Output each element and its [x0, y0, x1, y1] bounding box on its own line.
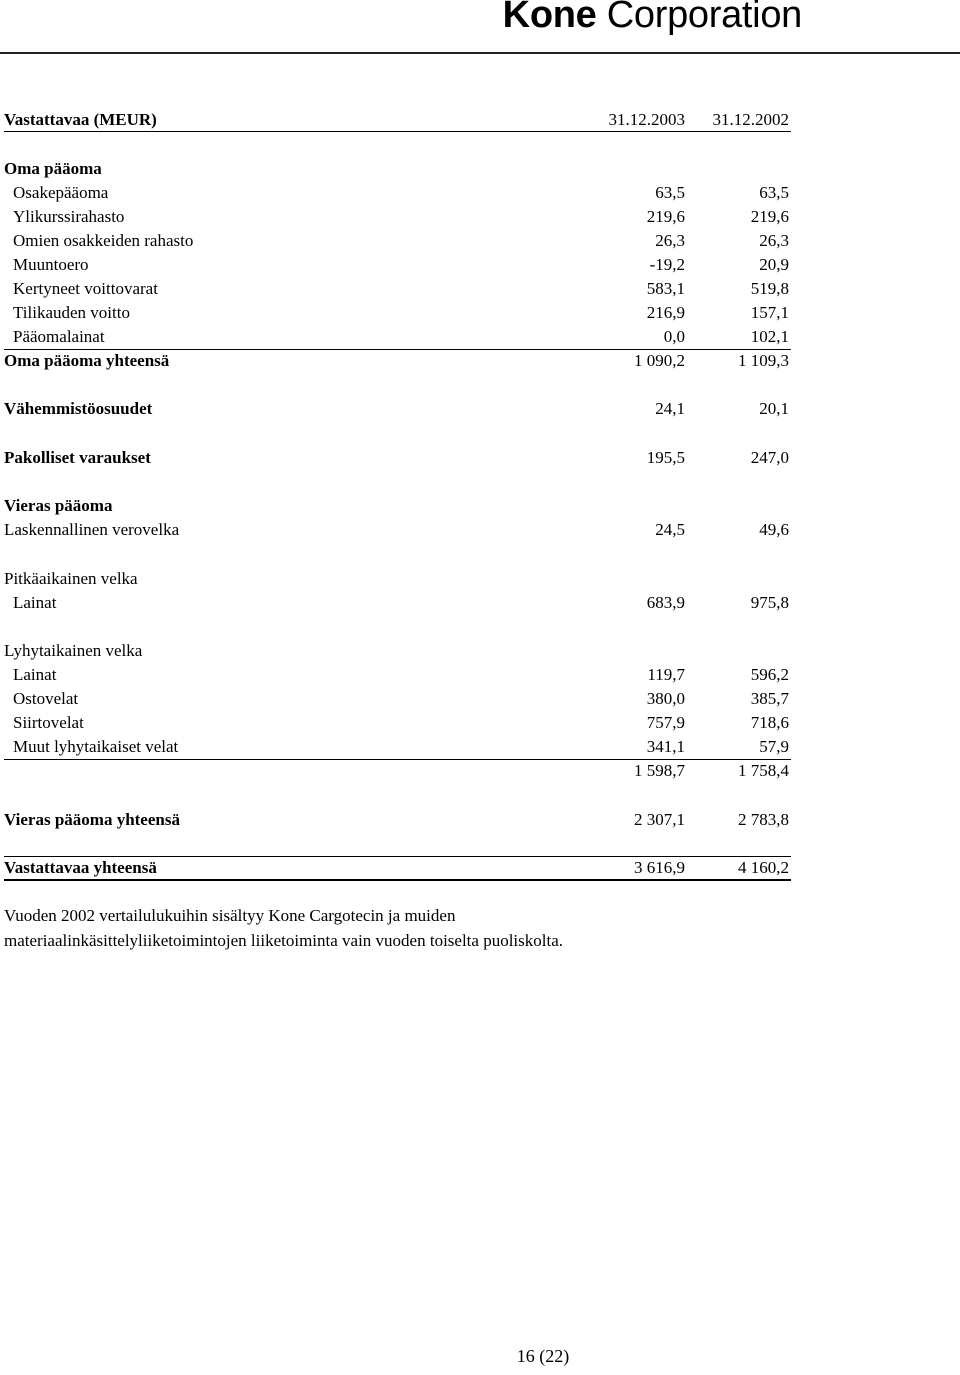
table-row [4, 277, 791, 301]
row-label: Pakolliset varaukset [4, 447, 151, 467]
value-2002: 157,1 [750, 302, 789, 322]
row-label: Oma pääoma yhteensä [4, 350, 170, 370]
table-row [4, 518, 791, 542]
value-2002: 49,6 [759, 520, 789, 539]
table-row [4, 663, 791, 687]
row-label: Muut lyhytaikaiset velat [13, 737, 179, 756]
balance-sheet-table [4, 108, 791, 880]
value-2003: 63,5 [655, 182, 685, 202]
value-2002: 20,9 [759, 254, 789, 274]
row-label: Vieras pääoma yhteensä [4, 809, 180, 829]
value-2003: 24,1 [655, 399, 685, 418]
logo-corporation: Corporation [596, 0, 802, 36]
subsection-heading-long-term [4, 567, 791, 591]
section-heading-label: Oma pääoma [4, 158, 102, 178]
value-2003: 683,9 [646, 592, 685, 612]
value-2002: 219,6 [750, 206, 789, 226]
row-label: Lainat [13, 665, 57, 684]
row-label: Laskennallinen verovelka [4, 520, 180, 539]
value-2003: 1 090,2 [634, 350, 685, 370]
provisions-row [4, 446, 791, 470]
footnote-line-1: Vuoden 2002 vertailulukuihin sisältyy Kone Cargotecin ja muiden [4, 906, 456, 925]
subsection-heading-short-term [4, 639, 791, 663]
table-row [4, 687, 791, 711]
value-2002: 519,8 [750, 278, 789, 298]
grand-total-bottom-rule [4, 879, 791, 881]
value-2003: 24,5 [655, 520, 685, 539]
value-2002: 596,2 [750, 665, 789, 684]
footnote [4, 904, 563, 953]
value-2002: 247,0 [750, 447, 789, 467]
row-label: Vastattavaa yhteensä [4, 858, 157, 877]
row-label: Ylikurssirahasto [13, 206, 125, 226]
table-header-row [4, 108, 791, 132]
logo-kone: Kone [502, 0, 597, 36]
table-row [4, 325, 791, 349]
header-rule [0, 52, 960, 54]
header-underline [4, 131, 791, 132]
row-label: Muuntoero [13, 254, 89, 274]
value-2003: 757,9 [646, 713, 685, 732]
row-label: Ostovelat [13, 689, 79, 708]
value-2003: 195,5 [646, 447, 685, 467]
section-heading-label: Vieras pääoma [4, 496, 113, 515]
value-2003: 216,9 [646, 302, 685, 322]
value-2002: 102,1 [750, 326, 789, 346]
value-2003: 341,1 [646, 737, 685, 756]
row-label: Siirtovelat [13, 713, 84, 732]
value-2003: 0,0 [663, 326, 685, 346]
subsection-heading-label: Pitkäaikainen velka [4, 568, 138, 588]
total-row-liabilities [4, 808, 791, 832]
table-row [4, 711, 791, 735]
row-label: Kertyneet voittovarat [13, 278, 158, 298]
table-title: Vastattavaa (MEUR) [4, 110, 157, 129]
table-row [4, 735, 791, 759]
row-label: Osakepääoma [13, 182, 109, 202]
page-number: 16 (22) [516, 1346, 570, 1366]
value-2002: 1 109,3 [738, 350, 789, 370]
value-2003: 380,0 [646, 689, 685, 708]
row-label: Vähemmistöosuudet [4, 399, 153, 418]
value-2002: 57,9 [759, 737, 789, 756]
value-2003: 3 616,9 [634, 858, 685, 877]
value-2002: 26,3 [759, 230, 789, 250]
value-2003: 583,1 [646, 278, 685, 298]
value-2003: -19,2 [649, 254, 685, 274]
table-row [4, 301, 791, 325]
minority-interest-row [4, 397, 791, 421]
subsection-heading-label: Lyhytaikainen velka [4, 641, 143, 660]
value-2002: 385,7 [750, 689, 789, 708]
subtotal-row-short-term [4, 759, 791, 783]
value-2002: 718,6 [750, 713, 789, 732]
table-row [4, 591, 791, 615]
row-label: Tilikauden voitto [13, 302, 130, 322]
section-heading-equity [4, 157, 791, 181]
row-label: Lainat [13, 592, 57, 612]
value-2002: 63,5 [759, 182, 789, 202]
row-label: Omien osakkeiden rahasto [13, 230, 194, 250]
company-logo [503, 0, 802, 37]
col-header-2002: 31.12.2002 [712, 110, 789, 129]
table-row [4, 229, 791, 253]
value-2003: 1 598,7 [634, 761, 685, 780]
grand-total-row [4, 856, 791, 880]
value-2002: 1 758,4 [738, 761, 789, 780]
value-2003: 219,6 [646, 206, 685, 226]
value-2003: 119,7 [647, 665, 685, 684]
row-label: Pääomalainat [13, 326, 105, 346]
table-row [4, 205, 791, 229]
total-row-equity [4, 349, 791, 373]
table-row [4, 181, 791, 205]
value-2002: 20,1 [759, 399, 789, 418]
value-2002: 4 160,2 [738, 858, 789, 877]
col-header-2003: 31.12.2003 [608, 110, 685, 129]
value-2002: 2 783,8 [738, 809, 789, 829]
section-heading-liabilities [4, 494, 791, 518]
value-2003: 26,3 [655, 230, 685, 250]
value-2003: 2 307,1 [634, 809, 685, 829]
footnote-line-2: materiaalinkäsittelyliiketoimintojen liiketoiminta vain vuoden toiselta puoliskolta. [4, 930, 563, 950]
table-row [4, 253, 791, 277]
value-2002: 975,8 [750, 592, 789, 612]
